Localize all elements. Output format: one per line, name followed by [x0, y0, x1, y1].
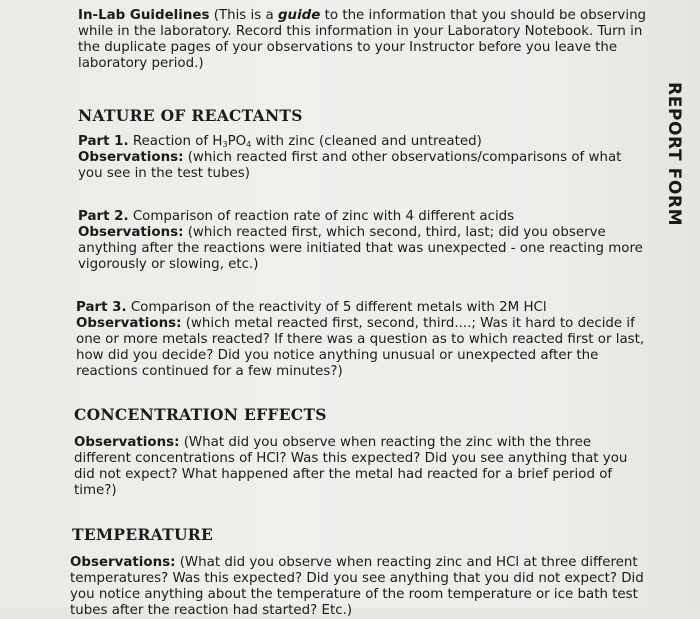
content-column: [70, 8, 650, 619]
temperature-heading: TEMPERATURE: [72, 525, 214, 544]
guidelines-emphasis: guide: [277, 8, 321, 23]
concentration-heading: CONCENTRATION EFFECTS: [74, 405, 327, 424]
part1-sub1: 3: [222, 140, 228, 149]
guidelines-text-suffix: to the information that you should be observing while in the laboratory. Record this information in your Laboratory Notebook. Turn in the duplicate pages of your observations to your Instructor before you leave the laboratory period.): [78, 8, 647, 71]
temperature-obs-label: Observations:: [70, 555, 176, 570]
part2-observations: [78, 225, 650, 273]
guidelines-title: In-Lab Guidelines: [78, 8, 210, 23]
temperature-obs-text: (What did you observe when reacting zinc and HCl at three different temperatures? Was this expected? Did you see anything that you did not expect? Did you notice anything about the temperature of the room temperature or ice bath test tubes after the reaction had started? Etc.): [70, 555, 644, 618]
part3-title: [76, 300, 650, 316]
part1-observations: [78, 150, 650, 182]
concentration-observations: [74, 435, 650, 499]
part1-sub2: 4: [246, 140, 252, 149]
guidelines-paragraph: [78, 8, 650, 72]
concentration-obs-label: Observations:: [74, 435, 180, 450]
part1-text-b: PO: [227, 134, 247, 149]
temperature-observations: [70, 555, 650, 619]
part3-obs-label: Observations:: [76, 316, 182, 331]
part2-block: [78, 209, 650, 273]
concentration-obs-text: (What did you observe when reacting the zinc with the three different concentrations of HCl? Was this expected? Did you see anything that you did not expect? What happened after the metal had reacted for a brief period of time?): [74, 435, 628, 498]
part3-observations: [76, 316, 650, 380]
nature-heading: NATURE OF REACTANTS: [78, 106, 303, 125]
report-form-side-label: REPORT FORM: [664, 82, 684, 227]
part1-title: [78, 134, 650, 150]
part3-label: Part 3.: [76, 300, 127, 315]
part1-block: [78, 134, 650, 182]
part2-text: Comparison of reaction rate of zinc with 4 different acids: [128, 209, 515, 224]
part1-text-c: with zinc (cleaned and untreated): [251, 134, 482, 149]
part1-text-a: Reaction of H: [128, 134, 223, 149]
part2-obs-text: (which reacted first, which second, third, last; did you observe anything after the reactions were initiated that was unexpected - one reacting more vigorously or slowing, etc.): [78, 225, 643, 272]
part2-obs-label: Observations:: [78, 225, 184, 240]
part2-label: Part 2.: [78, 209, 129, 224]
part1-label: Part 1.: [78, 134, 129, 149]
part1-obs-label: Observations:: [78, 150, 184, 165]
part2-title: [78, 209, 650, 225]
part1-obs-text: (which reacted first and other observations/comparisons of what you see in the test tubes): [78, 150, 622, 181]
part3-text: Comparison of the reactivity of 5 different metals with 2M HCl: [126, 300, 547, 315]
part3-block: [76, 300, 650, 380]
guidelines-text-prefix: (This is a: [209, 8, 278, 23]
part3-obs-text: (which metal reacted first, second, third....; Was it hard to decide if one or more metals reacted? If there was a question as to which reacted first or last, how did you decide? Did you notice anything unusual or unexpected after the reactions continued for a few minutes?): [76, 316, 645, 379]
